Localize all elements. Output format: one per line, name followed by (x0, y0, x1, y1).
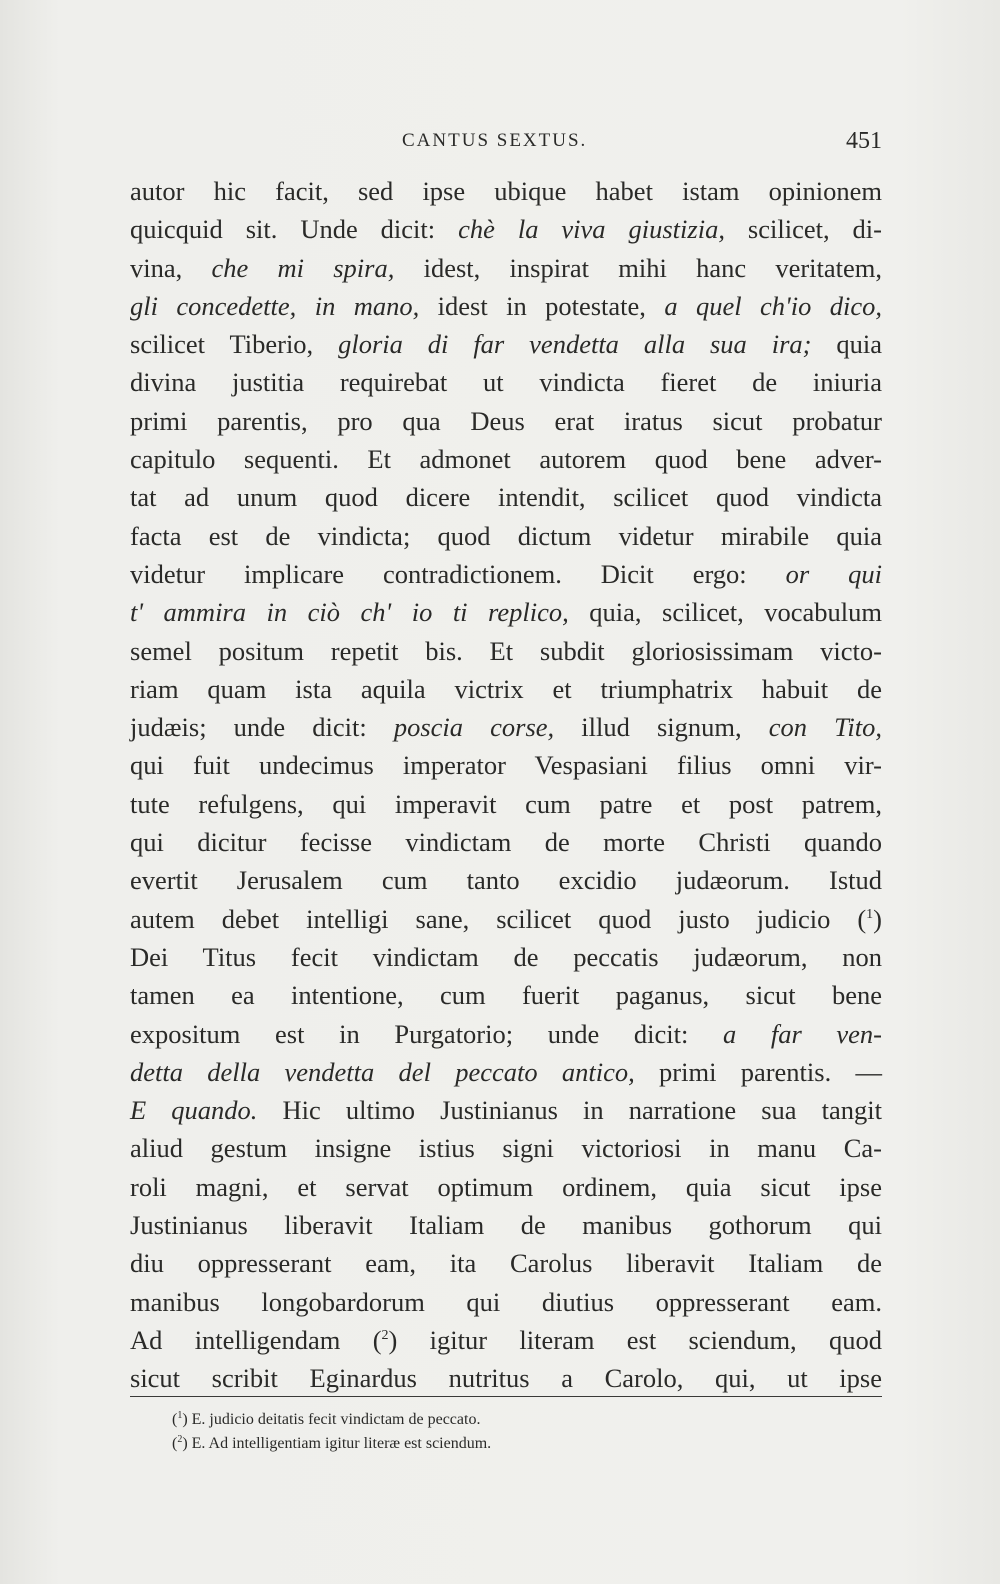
italic-quotation: or qui (785, 558, 882, 589)
text-line (130, 440, 882, 478)
text-segment: Justinianus liberavit Italiam de manibus gothorum qui (130, 1210, 882, 1241)
text-line (130, 823, 882, 861)
text-segment: sicut scribit Eginardus nutritus a Carolo, qui, ut ipse (130, 1363, 882, 1394)
italic-quotation: a quel ch'io dico, (664, 290, 882, 321)
text-line (130, 976, 882, 1014)
text-line (130, 632, 882, 670)
running-title: CANTUS SEXTUS. (402, 130, 588, 151)
italic-quotation: E quando. (130, 1095, 258, 1126)
text-segment: qui fuit undecimus imperator Vespasiani filius omni vir- (130, 750, 882, 781)
footnote-text: E. Ad intelligentiam igitur literæ est sciendum. (187, 1435, 492, 1452)
text-segment: primi parentis, pro qua Deus erat iratus sicut probatur (130, 405, 882, 436)
footnote-rule (130, 1396, 882, 1397)
text-segment: scilicet Tiberio, (130, 329, 339, 360)
text-segment: idest in potestate, (419, 290, 665, 321)
text-line (130, 670, 882, 708)
text-line (130, 1168, 882, 1206)
text-segment: scilicet, di- (724, 214, 882, 245)
text-line (130, 1015, 882, 1053)
text-line (130, 1244, 882, 1282)
text-segment: facta est de vindicta; quod dictum videtur mirabile quia (130, 520, 882, 551)
text-line (130, 708, 882, 746)
footnote-mark: ($^1$) (172, 1410, 188, 1428)
text-line (130, 363, 882, 401)
text-line (130, 1359, 882, 1397)
text-segment: Dei Titus fecit vindictam de peccatis judæorum, non (130, 941, 882, 972)
text-segment: qui dicitur fecisse vindictam de morte Christi quando (130, 827, 882, 858)
text-segment: expositum est in Purgatorio; unde dicit: (130, 1018, 723, 1049)
text-segment: aliud gestum insigne istius signi victoriosi in manu Ca- (130, 1133, 882, 1164)
italic-quotation: t' ammira in ciò ch' io ti replico, (130, 597, 569, 628)
footnote-reference: 2 (381, 1327, 389, 1343)
italic-quotation: a far ven- (722, 1018, 882, 1049)
text-segment: manibus longobardorum qui diutius oppresserant eam. (130, 1286, 882, 1317)
text-segment: primi parentis. — (634, 1056, 882, 1087)
text-segment: divina justitia requirebat ut vindicta fieret de iniuria (130, 367, 882, 398)
text-segment: idest, inspirat mihi hanc veritatem, (394, 252, 883, 283)
text-line (130, 746, 882, 784)
text-segment: videtur implicare contradictionem. Dicit ergo: (130, 558, 786, 589)
text-segment: quia (811, 329, 883, 360)
text-segment: roli magni, et servat optimum ordinem, quia sicut ipse (130, 1171, 882, 1202)
text-segment: illud signum, (554, 712, 769, 743)
running-head (130, 128, 882, 162)
footnote-text: E. judicio deitatis fecit vindictam de peccato. (187, 1411, 481, 1428)
footnote-2 (172, 1432, 872, 1456)
footnote-reference: 1 (866, 906, 874, 922)
text-line (130, 861, 882, 899)
text-segment: riam quam ista aquila victrix et triumphatrix habuit de (130, 673, 882, 704)
text-segment: autem debet intelligi sane, scilicet quod justo judicio (130, 903, 858, 934)
text-line (130, 478, 882, 516)
page-number: 451 (846, 128, 882, 154)
text-line (130, 938, 882, 976)
text-segment: Hic ultimo Justinianus in narratione sua tangit (257, 1095, 882, 1126)
italic-quotation: gloria di far vendetta alla sua ira; (338, 329, 812, 360)
text-segment: quia, scilicet, vocabulum (568, 597, 882, 628)
text-line (130, 517, 882, 555)
text-segment: diu oppresserant eam, ita Carolus liberavit Italiam de (130, 1248, 882, 1279)
text-line (130, 287, 882, 325)
footnotes (172, 1408, 872, 1456)
italic-quotation: chè la viva giustizia, (458, 214, 725, 245)
text-line (130, 1206, 882, 1244)
text-line (130, 325, 882, 363)
footnote-1 (172, 1408, 872, 1432)
text-line (130, 1053, 882, 1091)
footnote-mark: ($^2$) (172, 1434, 188, 1452)
text-segment: Ad intelligendam ( (130, 1324, 382, 1355)
text-line (130, 900, 882, 938)
text-segment: autor hic facit, sed ipse ubique habet istam opinionem (130, 176, 882, 206)
text-line (130, 1321, 882, 1359)
text-line (130, 1091, 882, 1129)
text-segment: evertit Jerusalem cum tanto excidio judæorum. Istud (130, 865, 882, 896)
text-segment: ( (857, 903, 867, 934)
text-line (130, 1283, 882, 1321)
text-segment: semel positum repetit bis. Et subdit gloriosissimam victo- (130, 635, 882, 666)
text-line (130, 785, 882, 823)
italic-quotation: gli concedette, in mano, (130, 290, 420, 321)
text-segment: vina, (130, 252, 212, 283)
text-segment: ) igitur literam est sciendum, quod (388, 1324, 882, 1355)
text-segment: tat ad unum quod dicere intendit, scilicet quod vindicta (130, 482, 882, 513)
italic-quotation: poscia corse, (393, 712, 555, 743)
text-line (130, 402, 882, 440)
text-line (130, 210, 882, 248)
text-line (130, 172, 882, 210)
italic-quotation: che mi spira, (211, 252, 395, 283)
text-line (130, 1129, 882, 1167)
text-segment: ) (873, 903, 882, 934)
text-segment: judæis; unde dicit: (130, 712, 394, 743)
text-segment: capitulo sequenti. Et admonet autorem quod bene adver- (130, 444, 882, 475)
italic-quotation: con Tito, (768, 712, 882, 743)
body-text (130, 172, 882, 1398)
text-line (130, 593, 882, 631)
text-segment: quicquid sit. Unde dicit: (130, 214, 459, 245)
text-line (130, 555, 882, 593)
italic-quotation: detta della vendetta del peccato antico, (130, 1056, 635, 1087)
text-segment: tute refulgens, qui imperavit cum patre et post patrem, (130, 788, 882, 819)
text-segment: tamen ea intentione, cum fuerit paganus, sicut bene (130, 980, 882, 1011)
text-line (130, 249, 882, 287)
